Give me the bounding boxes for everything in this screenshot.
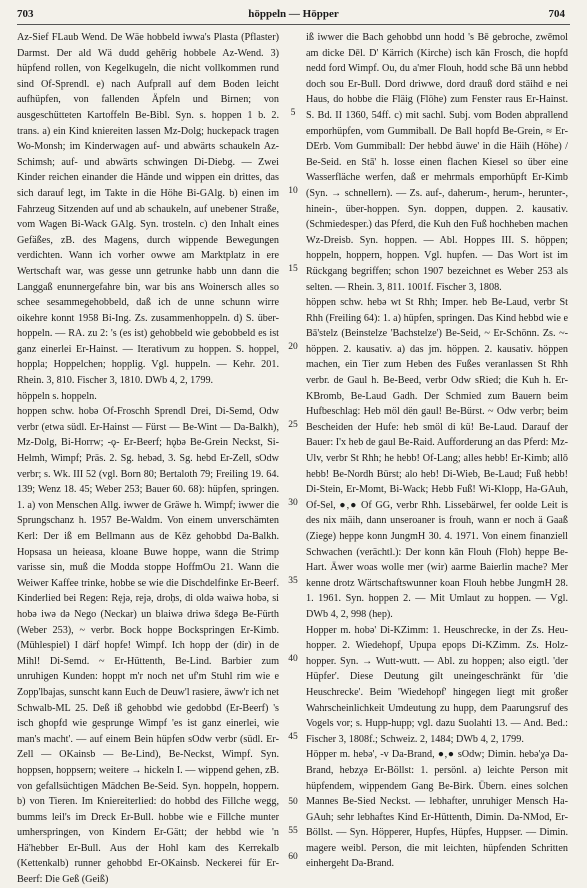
line-number: 30 — [288, 498, 298, 508]
entry-hoeppen: höppen schw. hebə wt St Rhh; Imper. heb Be-Laud, verbr St Rhh (Freiling 64): 1. a) hüpfen, springen. Das Kind hebbd wie e Bā'stelz (Beinstelze 'Bachstelze') Be-Seid, ~ Er-Schönn. Zs. ~-höppen. 2. kausativ. a) das jm. höppen. 2. kausativ. höppen machen, ein Tier zum Heben des Fußes veranlassen St Rhh verbr. de Gaul h. Be-Beed, verbr Odw sRied; die Kuh h. Er-KBromb, Be-Laud Gadh. Der Schmied zum Bauern beim Hufbeschlag: Heb möl dën gaul! Be-Bürst. ~ Odw verbr; beim Bescheiden der Hufe: heb smöl di kü! Be-Laud. Darauf der Bauer: I'x heb de gaul Be-Raid. Aufforderung an das Pferd: Mz-Ulv, verbr St Rhh; he hebb! Of-Lang; alles hebb! Er-Kimb; allō hebb! Be-Nordh Bürst; alo heb! Di-Wieb, Be-Laud; Fuß hebb! Di-Stein, Er-Momt, Bi-Wack; Hebb Fuß! Wi-Klopp, Ha-GAuh, Of-Sel, ●,● Of GG, verbr Rhh. Lissebärwel, fer oolde Leit is des nix mäih, dann unseroaner is frouh, wann er noch ä Gaaß (Ziege) heppe konn JungmH 30. 4. 1971. Von einem finanziell Schwachen (verächtl.): Der konn kān Flouh (Floh) heppe Be-Hart. Äwer woas wolle mer (wir) aarme Baierlin mache? Mer kenne drotz Wärtschaftswunner koan Flouh hebbe JungmH 28. 1. 1961. Syn. hoppen 2. — Mit Umlaut zu hoppen. — Vgl. DWb 4, 2, 998 (hep). — [306, 297, 568, 620]
entry-hoppen: hoppen schw. hobə Of-Froschh Sprendl Drei, Di-Semd, Odw verbr (etwa südl. Er-Hainst — Fürst — Be-Wint — Da-Balkh), Mz-Dolg, Bi-Horrw; -ǫ- Er-Beerf; hǫbǝ Be-Grein Neckst, Si-Helmh, Wimpf; Präs. 2. Sg. hebəd, 3. Sg. hebd Er-Zell, sOdw verbr; s. Wk. III 52 (vgl. Born 80; Bertaloth 79; Freiling 19. 64. 139; Wenz 18. 45; Weber 253; Bauer 60. 68): hüpfen, springen. 1. a) von Menschen Allg. iwwer de Gräwe h. Wimpf; iwwer die Sprungschanz h. 1957 Be-Waldm. Von einem unverschämten Kerl: Der iß em Bellmann aus de Kēz gehobbd Da-Balkh. Hopsasa un heieasa, kloane Buwe hoppe, wann die Strimp varisse sin, muß die Modda stoppe HoffmOu 21. Wann die Weiwer Kaffee trinke, hobbe se wie die Dischdelfinke Er-Beerf. Kinderlied bei Regen: Rẹjə, rejə, droḥs, di oldə waiwə hobə, si hobə iwə də Nego (Neckar) un blaiwə driwə šdegə Be-Fürth (Weber 253), ~ verbr. Bock hoppe Bockspringen Er-Kimb. (Mühlespiel) I därf hopfe! Wimpf. Ich hopp der (dir) in de Mihl! Di-Semd. ~ Er-Hüttenth, Be-Lind. Barbier zum unruhigen Kunden: hoppt m'r noch net uf'm Stuhl rim wie e Zopp'lbajas, sunscht kann Euch de Deuw'l rasiere, äww'r ich net Schwalb-ML 25. Deß iß gehobbd wie gedobbd (Er-Beerf) 's isch ghopfd wie gesprunge Wimpf 'es ist ganz einerlei, wie man's macht'. — auf einem Bein hüpfen sOdw verbr (südl. Er-Zell — OKainsb — Be-Lind), Be-Neckst, Wimpf. Syn. hoppsen, hoppsern; weitere → hickeln I. — wippend gehen, zB. von gefallsüchtigen Mädchen Be-Seid. Syn. hoppeln, hoppern. b) von Tieren. Im Kniereiterlied: do hobbd des Fillche wegg, bumms leil's im Dreck Er-Bull. hobbe wie e Fillche munter umherspringen, von Kindern Er-Gätt; der hebbd wie 'n Hä'hebber Er-Bull. Aus der Hohl kam des Kerrekalb (Kettenkalb) runner gehobbd Er-OKainsb. Neckerei für Er-Beerf: Die Geß (Geiß) — [17, 406, 279, 886]
right-column — [306, 30, 568, 868]
line-number: 25 — [288, 420, 298, 430]
line-number: 5 — [290, 108, 296, 118]
line-number: 20 — [288, 342, 298, 352]
line-number: 40 — [288, 654, 298, 664]
entry-hoppeln-continued: Az-Sief FLaub Wend. De Wäe hobbeld iwwa's Plasta (Pflaster) Darmst. Der ald Wä dudd gehērig hobbele Az-Wend. 3) hüpfend rollen, von Kegelkugeln, die nicht vollkommen rund sind Of-Sprendl. e) nach Aufprall auf dem Boden leicht aufhüpfen, von fallenden Äpfeln und Birnen; von ausgeschütteten Kartoffeln Be-Bibl. Syn. s. hoppen 1 b. 2. trans. a) ein Kind kniereiten lassen Mz-Dolg; huckepack tragen Wo-Monsh; im Kinderwagen auf- und abwärts schaukeln Az-Schimsh; auf- und abwärts schwingen Di-Diebg. — Zwei Kinder reichen einander die Hände und wippen ein drittes, das sich darauf legt, im Takte in die Höhe Bi-GAlg. b) einen im Fahrzeug Sitzenden auf und ab schaukeln, auf unebener Straße, vom Wagen Bi-Wack GAlg. Syn. trosteln. c) den Inhalt eines Gefäßes, zB. des Magens, durch wippende Bewegungen verdichten. Wann ich vorher owwe am Marktplatz in ere Wertschaft war, was gesse unn getrunke habb unn dann die Langgaß enunnergefahre bin, war bis ans Woinersch alles so schee sesammegehobbeld, daß ich de unne schunn wirre oikehre konnt 1958 Bi-Ing. Zs. zusammenhoppeln. d) S. über-hoppeln. — RA. zu 2: 's (es ist) gehobbeld wie gebobbeld es ist ganz einerlei Er-Hainst. — Iterativum zu hoppen. S. hoppel, hoppla; Hoppelchen; hopplig. Vgl. huppeln. — Kehr. 201. Rhein. 3, 810. Fischer 3, 1810. DWb 4, 2, 1799. — [17, 32, 279, 387]
page-number-left: 703 — [17, 8, 34, 20]
header-rule — [17, 24, 570, 25]
line-number: 15 — [288, 264, 298, 274]
line-number: 45 — [288, 732, 298, 742]
line-number: 55 — [288, 826, 298, 836]
entry-Hopper: Hopper m. hobə' Di-KZimm: 1. Heuschrecke, in der Zs. Heu-hopper. 2. Wiedehopf, Upupa epops Di-KZimm. Zs. Holz-hopper. Syn. → Wutt-wutt. — Abl. zu hoppen; also eigtl. 'der Hüpfer'. Diese Deutung gilt uneingeschränkt für 'die Heuschrecke'. Beim 'Wiedehopf' hingegen liegt mit großer Wahrscheinlichkeit Umdeutung zu hupp, dem Paarungsruf des Vogels vor; s. Hupp-hupp; vgl. dazu Suolahti 13. — And. Bed.: Fischer 3, 1808f.; Schweiz. 2, 1484; DWb 4, 2, 1799. — [306, 624, 568, 745]
running-head-title: höppeln — Höpper — [248, 8, 339, 20]
entry-Hoepper: Höpper m. hebə', -v Da-Brand, ●,● sOdw; Dimin. hebə'χə Da-Brand, hebzχə Er-Böllst: 1. persönl. a) leichte Person mit hüpfendem, wippendem Gang Be-Birk. Übern. eines solchen Mannes Be-Sied Neckst. — lebhafter, unruhiger Mensch Ha-GAuh; sehr lebhaftes Kind Er-Hüttenth, Dimin. Da-NMod, Er-Böllst. — Syn. Höpperer, Hupfes, Hüpfes, Huppser. — Dimin. magere weibl. Person, die mit leichten, hüpfenden Schritten einhergeht Da-Brand. — [306, 749, 568, 870]
line-number: 35 — [288, 576, 298, 586]
line-number: 50 — [288, 797, 298, 807]
line-number: 60 — [288, 852, 298, 862]
line-number: 10 — [288, 186, 298, 196]
entry-hoppen-continued: iß iwwer die Bach gehobbd unn hodd 's Bē gebroche, zwēmol am dicke Dēl. D' Kärrich (Kirche) isch kān Frosch, die hopfd nedd ford Wimpf. Ou, du a'mer Flouh, hodd sche Bā unn hebbd doch sou Er-Bull. Dord driwwe, dord drauß dord stäihd e nei Haus, do hobbe die Fläig (Flöhe) zum Fenster raus Er-Hainst. S. Bd. II 1360, 54ff. c) mit sachl. Subj. vom Boden abprallend emporhüpfen, vom Gummiball. De Ball hopfd Be-Grein, ≈ Er-DErb. Vom Gummiball: Der hebbd äuwe' in die Häih (Höhe) / Be-Seid. en Stā' h. losse einen flachen Kiesel so über eine Wasserfläche werfen, daß er mehrmals emporhüpft Er-Kimb (Syn. → schnellern). — Zs. auf-, daherum-, herum-, herunter-, hinein-, über-hoppen. Syn. doppen, duppen. 2. kausativ. (Schmiedesper.) das Pferd, die Kuh den Fuß hochheben machen Wz-Dreisb. Syn. hoppen. — Abl. Hoppes III. S. höppen; hoppeln, hoppern, hoppen. Vgl. hupfen. — Das Wort ist im Rückgang begriffen; schon 1907 bezeichnet es Weber 253 als selten. — Rhein. 3, 811. 1001f. Fischer 3, 1808. — [306, 32, 568, 293]
entry-hoeppeln: höppeln s. hoppeln. — [17, 390, 97, 402]
left-column — [17, 30, 279, 886]
page-number-right: 704 — [548, 8, 565, 20]
